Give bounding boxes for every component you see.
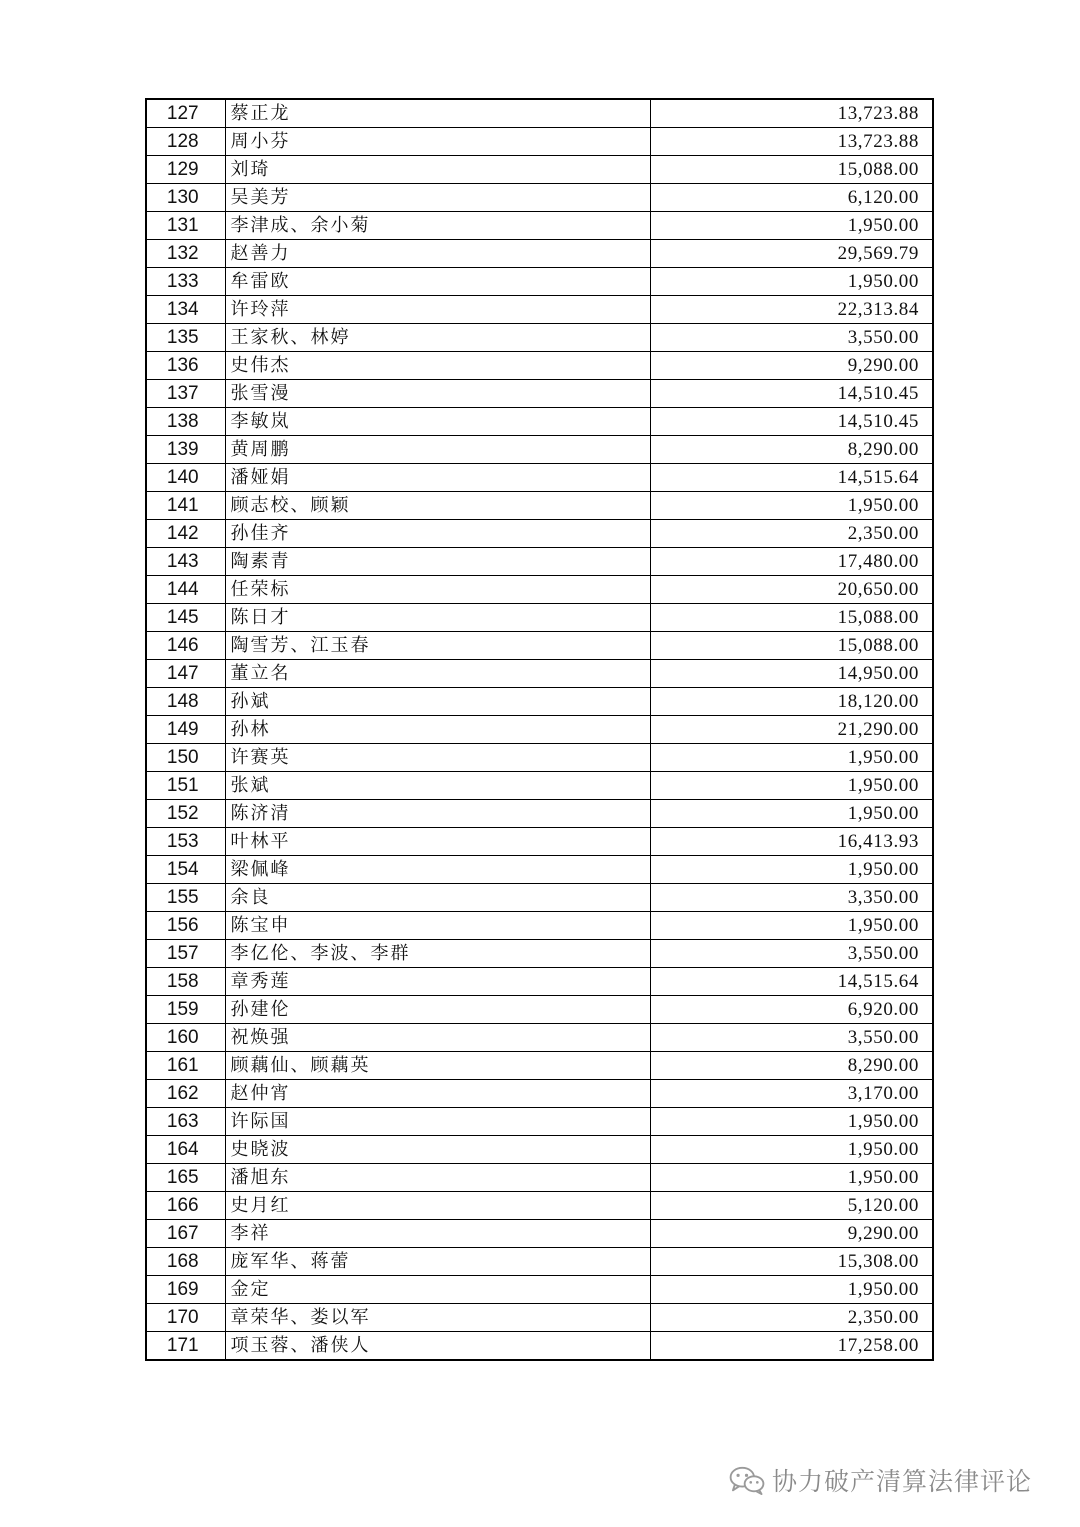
row-number: 141	[146, 492, 225, 520]
table-row	[146, 744, 933, 772]
creditor-claims-table	[145, 98, 934, 1361]
claim-amount: 15,088.00	[650, 156, 933, 184]
claim-amount: 9,290.00	[650, 1220, 933, 1248]
claim-amount: 1,950.00	[650, 800, 933, 828]
table-row	[146, 184, 933, 212]
row-number: 149	[146, 716, 225, 744]
table-row	[146, 268, 933, 296]
creditor-name: 陶素青	[225, 548, 650, 576]
table-row	[146, 492, 933, 520]
claim-amount: 5,120.00	[650, 1192, 933, 1220]
creditor-name: 许赛英	[225, 744, 650, 772]
row-number: 152	[146, 800, 225, 828]
row-number: 168	[146, 1248, 225, 1276]
claim-amount: 13,723.88	[650, 128, 933, 156]
claim-amount: 8,290.00	[650, 1052, 933, 1080]
claim-amount: 1,950.00	[650, 492, 933, 520]
claim-amount: 3,170.00	[650, 1080, 933, 1108]
row-number: 164	[146, 1136, 225, 1164]
creditor-name: 史晓波	[225, 1136, 650, 1164]
creditor-name: 李祥	[225, 1220, 650, 1248]
row-number: 127	[146, 99, 225, 128]
creditor-name: 项玉蓉、潘侠人	[225, 1332, 650, 1361]
claim-amount: 15,088.00	[650, 632, 933, 660]
creditor-name: 孙佳齐	[225, 520, 650, 548]
row-number: 135	[146, 324, 225, 352]
creditor-name: 梁佩峰	[225, 856, 650, 884]
table-row	[146, 716, 933, 744]
creditor-name: 陈济清	[225, 800, 650, 828]
creditor-name: 孙建伦	[225, 996, 650, 1024]
table-row	[146, 1220, 933, 1248]
claim-amount: 17,258.00	[650, 1332, 933, 1361]
table-row	[146, 99, 933, 128]
table-row	[146, 408, 933, 436]
creditor-name: 董立名	[225, 660, 650, 688]
row-number: 160	[146, 1024, 225, 1052]
creditor-name: 许玲萍	[225, 296, 650, 324]
table-row	[146, 1332, 933, 1361]
table-row	[146, 1080, 933, 1108]
row-number: 132	[146, 240, 225, 268]
row-number: 130	[146, 184, 225, 212]
table-row	[146, 520, 933, 548]
row-number: 142	[146, 520, 225, 548]
claim-amount: 1,950.00	[650, 212, 933, 240]
creditor-name: 潘娅娟	[225, 464, 650, 492]
row-number: 137	[146, 380, 225, 408]
creditor-name: 李津成、余小菊	[225, 212, 650, 240]
table-row	[146, 156, 933, 184]
table-row	[146, 464, 933, 492]
claim-amount: 3,550.00	[650, 324, 933, 352]
claim-amount: 2,350.00	[650, 520, 933, 548]
table-row	[146, 996, 933, 1024]
creditor-name: 孙斌	[225, 688, 650, 716]
row-number: 170	[146, 1304, 225, 1332]
row-number: 165	[146, 1164, 225, 1192]
claim-amount: 20,650.00	[650, 576, 933, 604]
table-row	[146, 604, 933, 632]
row-number: 169	[146, 1276, 225, 1304]
claim-amount: 14,950.00	[650, 660, 933, 688]
row-number: 131	[146, 212, 225, 240]
claim-amount: 1,950.00	[650, 772, 933, 800]
table-row	[146, 660, 933, 688]
table-row	[146, 436, 933, 464]
creditor-name: 金定	[225, 1276, 650, 1304]
creditor-name: 任荣标	[225, 576, 650, 604]
creditor-name: 许际国	[225, 1108, 650, 1136]
claim-amount: 6,120.00	[650, 184, 933, 212]
row-number: 167	[146, 1220, 225, 1248]
creditor-name: 王家秋、林婷	[225, 324, 650, 352]
claim-amount: 14,515.64	[650, 968, 933, 996]
row-number: 146	[146, 632, 225, 660]
row-number: 136	[146, 352, 225, 380]
claim-amount: 17,480.00	[650, 548, 933, 576]
table-row	[146, 296, 933, 324]
claim-amount: 3,550.00	[650, 1024, 933, 1052]
creditor-name: 章荣华、娄以军	[225, 1304, 650, 1332]
row-number: 139	[146, 436, 225, 464]
row-number: 128	[146, 128, 225, 156]
creditor-name: 陶雪芳、江玉春	[225, 632, 650, 660]
table-row	[146, 240, 933, 268]
creditor-name: 赵仲宵	[225, 1080, 650, 1108]
table-row	[146, 884, 933, 912]
table-row	[146, 688, 933, 716]
table-row	[146, 968, 933, 996]
creditor-name: 叶林平	[225, 828, 650, 856]
row-number: 162	[146, 1080, 225, 1108]
claim-amount: 15,088.00	[650, 604, 933, 632]
claim-amount: 29,569.79	[650, 240, 933, 268]
creditor-name: 史月红	[225, 1192, 650, 1220]
row-number: 166	[146, 1192, 225, 1220]
row-number: 148	[146, 688, 225, 716]
claim-amount: 3,350.00	[650, 884, 933, 912]
claim-amount: 16,413.93	[650, 828, 933, 856]
watermark	[728, 1462, 1032, 1498]
row-number: 155	[146, 884, 225, 912]
claim-amount: 1,950.00	[650, 744, 933, 772]
creditor-name: 黄周鹏	[225, 436, 650, 464]
creditor-name: 庞军华、蒋蕾	[225, 1248, 650, 1276]
creditor-name: 张雪漫	[225, 380, 650, 408]
creditor-name: 刘琦	[225, 156, 650, 184]
table-row	[146, 1108, 933, 1136]
row-number: 163	[146, 1108, 225, 1136]
table-row	[146, 1304, 933, 1332]
claim-amount: 1,950.00	[650, 1136, 933, 1164]
table-row	[146, 1164, 933, 1192]
row-number: 154	[146, 856, 225, 884]
table-row	[146, 856, 933, 884]
row-number: 150	[146, 744, 225, 772]
row-number: 129	[146, 156, 225, 184]
wechat-icon	[728, 1465, 766, 1495]
row-number: 133	[146, 268, 225, 296]
row-number: 171	[146, 1332, 225, 1361]
creditor-name: 李亿伦、李波、李群	[225, 940, 650, 968]
creditor-name: 吴美芳	[225, 184, 650, 212]
creditor-name: 牟雷欧	[225, 268, 650, 296]
row-number: 159	[146, 996, 225, 1024]
creditor-name: 顾志校、顾颖	[225, 492, 650, 520]
claim-amount: 1,950.00	[650, 912, 933, 940]
claim-amount: 1,950.00	[650, 1108, 933, 1136]
claim-amount: 1,950.00	[650, 268, 933, 296]
creditor-name: 陈宝申	[225, 912, 650, 940]
row-number: 151	[146, 772, 225, 800]
row-number: 144	[146, 576, 225, 604]
watermark-text: 协力破产清算法律评论	[772, 1467, 1033, 1496]
row-number: 143	[146, 548, 225, 576]
claim-amount: 18,120.00	[650, 688, 933, 716]
row-number: 157	[146, 940, 225, 968]
table-row	[146, 800, 933, 828]
table-row	[146, 1276, 933, 1304]
table-row	[146, 352, 933, 380]
creditor-name: 周小芬	[225, 128, 650, 156]
row-number: 153	[146, 828, 225, 856]
claim-amount: 3,550.00	[650, 940, 933, 968]
table-row	[146, 212, 933, 240]
table-row	[146, 1192, 933, 1220]
claim-amount: 14,510.45	[650, 380, 933, 408]
creditor-name: 顾藕仙、顾藕英	[225, 1052, 650, 1080]
claim-amount: 1,950.00	[650, 1164, 933, 1192]
claim-amount: 1,950.00	[650, 856, 933, 884]
creditor-name: 孙林	[225, 716, 650, 744]
creditor-name: 潘旭东	[225, 1164, 650, 1192]
row-number: 158	[146, 968, 225, 996]
table-row	[146, 576, 933, 604]
claim-amount: 21,290.00	[650, 716, 933, 744]
creditor-name: 李敏岚	[225, 408, 650, 436]
creditor-name: 章秀莲	[225, 968, 650, 996]
creditor-name: 赵善力	[225, 240, 650, 268]
row-number: 145	[146, 604, 225, 632]
claim-amount: 9,290.00	[650, 352, 933, 380]
claim-amount: 1,950.00	[650, 1276, 933, 1304]
table-row	[146, 1248, 933, 1276]
creditor-name: 陈日才	[225, 604, 650, 632]
table-row	[146, 940, 933, 968]
claim-amount: 13,723.88	[650, 99, 933, 128]
table-row	[146, 324, 933, 352]
row-number: 156	[146, 912, 225, 940]
creditor-name: 史伟杰	[225, 352, 650, 380]
table-row	[146, 1024, 933, 1052]
claim-amount: 2,350.00	[650, 1304, 933, 1332]
claim-amount: 14,515.64	[650, 464, 933, 492]
claim-amount: 14,510.45	[650, 408, 933, 436]
table-row	[146, 772, 933, 800]
row-number: 161	[146, 1052, 225, 1080]
claim-amount: 6,920.00	[650, 996, 933, 1024]
table-row	[146, 128, 933, 156]
table-row	[146, 548, 933, 576]
table-row	[146, 1052, 933, 1080]
row-number: 147	[146, 660, 225, 688]
row-number: 140	[146, 464, 225, 492]
claim-amount: 22,313.84	[650, 296, 933, 324]
claim-amount: 15,308.00	[650, 1248, 933, 1276]
claim-amount: 8,290.00	[650, 436, 933, 464]
row-number: 134	[146, 296, 225, 324]
creditor-name: 余良	[225, 884, 650, 912]
table-row	[146, 828, 933, 856]
row-number: 138	[146, 408, 225, 436]
table-row	[146, 380, 933, 408]
table-row	[146, 912, 933, 940]
table-row	[146, 632, 933, 660]
table-body	[146, 99, 933, 1360]
table-row	[146, 1136, 933, 1164]
creditor-name: 祝焕强	[225, 1024, 650, 1052]
creditor-name: 张斌	[225, 772, 650, 800]
creditor-name: 蔡正龙	[225, 99, 650, 128]
